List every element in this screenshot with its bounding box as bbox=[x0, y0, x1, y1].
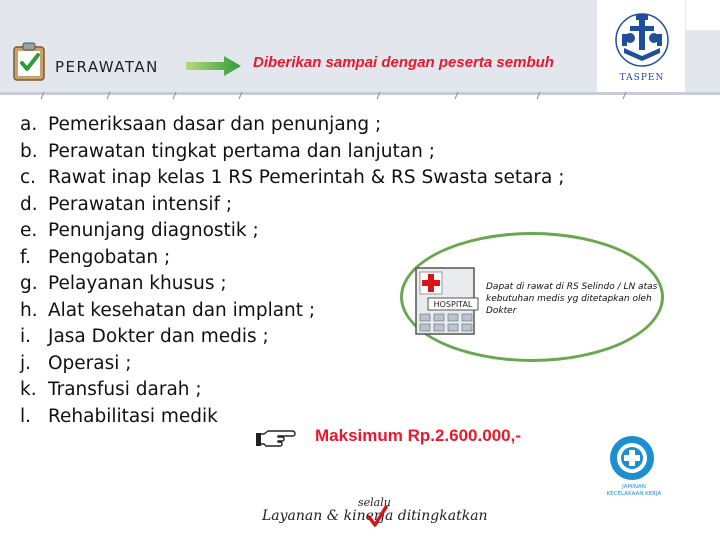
hospital-sign-text: HOSPITAL bbox=[433, 300, 473, 309]
hospital-icon bbox=[410, 262, 484, 338]
header-subtitle: Diberikan sampai dengan peserta sembuh bbox=[253, 54, 554, 71]
pointing-hand-icon bbox=[256, 426, 296, 448]
list-letter: i. bbox=[20, 326, 32, 347]
list-item bbox=[20, 192, 565, 219]
bpjs-caption bbox=[596, 484, 672, 498]
list-letter: j. bbox=[20, 352, 32, 374]
section-label: PERAWATAN bbox=[55, 58, 159, 76]
list-letter: c. bbox=[20, 167, 37, 188]
list-letter: a. bbox=[20, 114, 38, 135]
list-text: Perawatan intensif ; bbox=[48, 193, 233, 215]
list-text: Alat kesehatan dan implant ; bbox=[48, 299, 316, 321]
callout-text: Dapat di rawat di RS Selindo / LN atas kebutuhan medis yg ditetapkan oleh Dokter bbox=[486, 282, 658, 316]
clipboard-check-icon bbox=[12, 42, 46, 82]
bpjs-line1: JAMINAN bbox=[622, 484, 646, 490]
list-item bbox=[20, 165, 565, 192]
list-text: Transfusi darah ; bbox=[48, 379, 202, 400]
list-item bbox=[20, 377, 565, 404]
list-text: Rehabilitasi medik bbox=[48, 405, 218, 427]
list-item bbox=[20, 139, 565, 166]
list-text: Operasi ; bbox=[48, 352, 132, 374]
taspen-logo-text: TASPEN bbox=[619, 73, 665, 83]
list-text: Rawat inap kelas 1 RS Pemerintah & RS Swasta setara ; bbox=[48, 167, 565, 188]
list-text: Jasa Dokter dan medis ; bbox=[48, 326, 269, 347]
bpjs-line2: KECELAKAAN KERJA bbox=[606, 491, 662, 497]
list-letter: k. bbox=[20, 379, 37, 400]
list-text: Pengobatan ; bbox=[48, 246, 171, 268]
list-letter: h. bbox=[20, 299, 38, 321]
list-letter: d. bbox=[20, 193, 38, 215]
list-letter: f. bbox=[20, 246, 32, 268]
list-item bbox=[20, 112, 565, 139]
list-letter: l. bbox=[20, 405, 32, 427]
green-arrow-icon bbox=[186, 55, 242, 77]
motto-small: selalu bbox=[358, 496, 391, 509]
header-tick-marks bbox=[0, 90, 720, 100]
list-text: Perawatan tingkat pertama dan lanjutan ; bbox=[48, 140, 435, 162]
bpjs-logo-icon bbox=[608, 434, 656, 482]
taspen-logo-icon bbox=[610, 6, 674, 86]
maksimum-amount: Maksimum Rp.2.600.000,- bbox=[315, 426, 521, 445]
list-text: Pelayanan khusus ; bbox=[48, 273, 227, 294]
list-letter: b. bbox=[20, 140, 38, 162]
list-letter: e. bbox=[20, 220, 38, 241]
list-letter: g. bbox=[20, 273, 38, 294]
red-check-icon bbox=[366, 505, 388, 529]
list-text: Pemeriksaan dasar dan penunjang ; bbox=[48, 114, 382, 135]
list-text: Penunjang diagnostik ; bbox=[48, 220, 259, 241]
corner-panel bbox=[686, 0, 720, 30]
motto-main: Layanan & kinerja ditingkatkan bbox=[262, 508, 488, 524]
